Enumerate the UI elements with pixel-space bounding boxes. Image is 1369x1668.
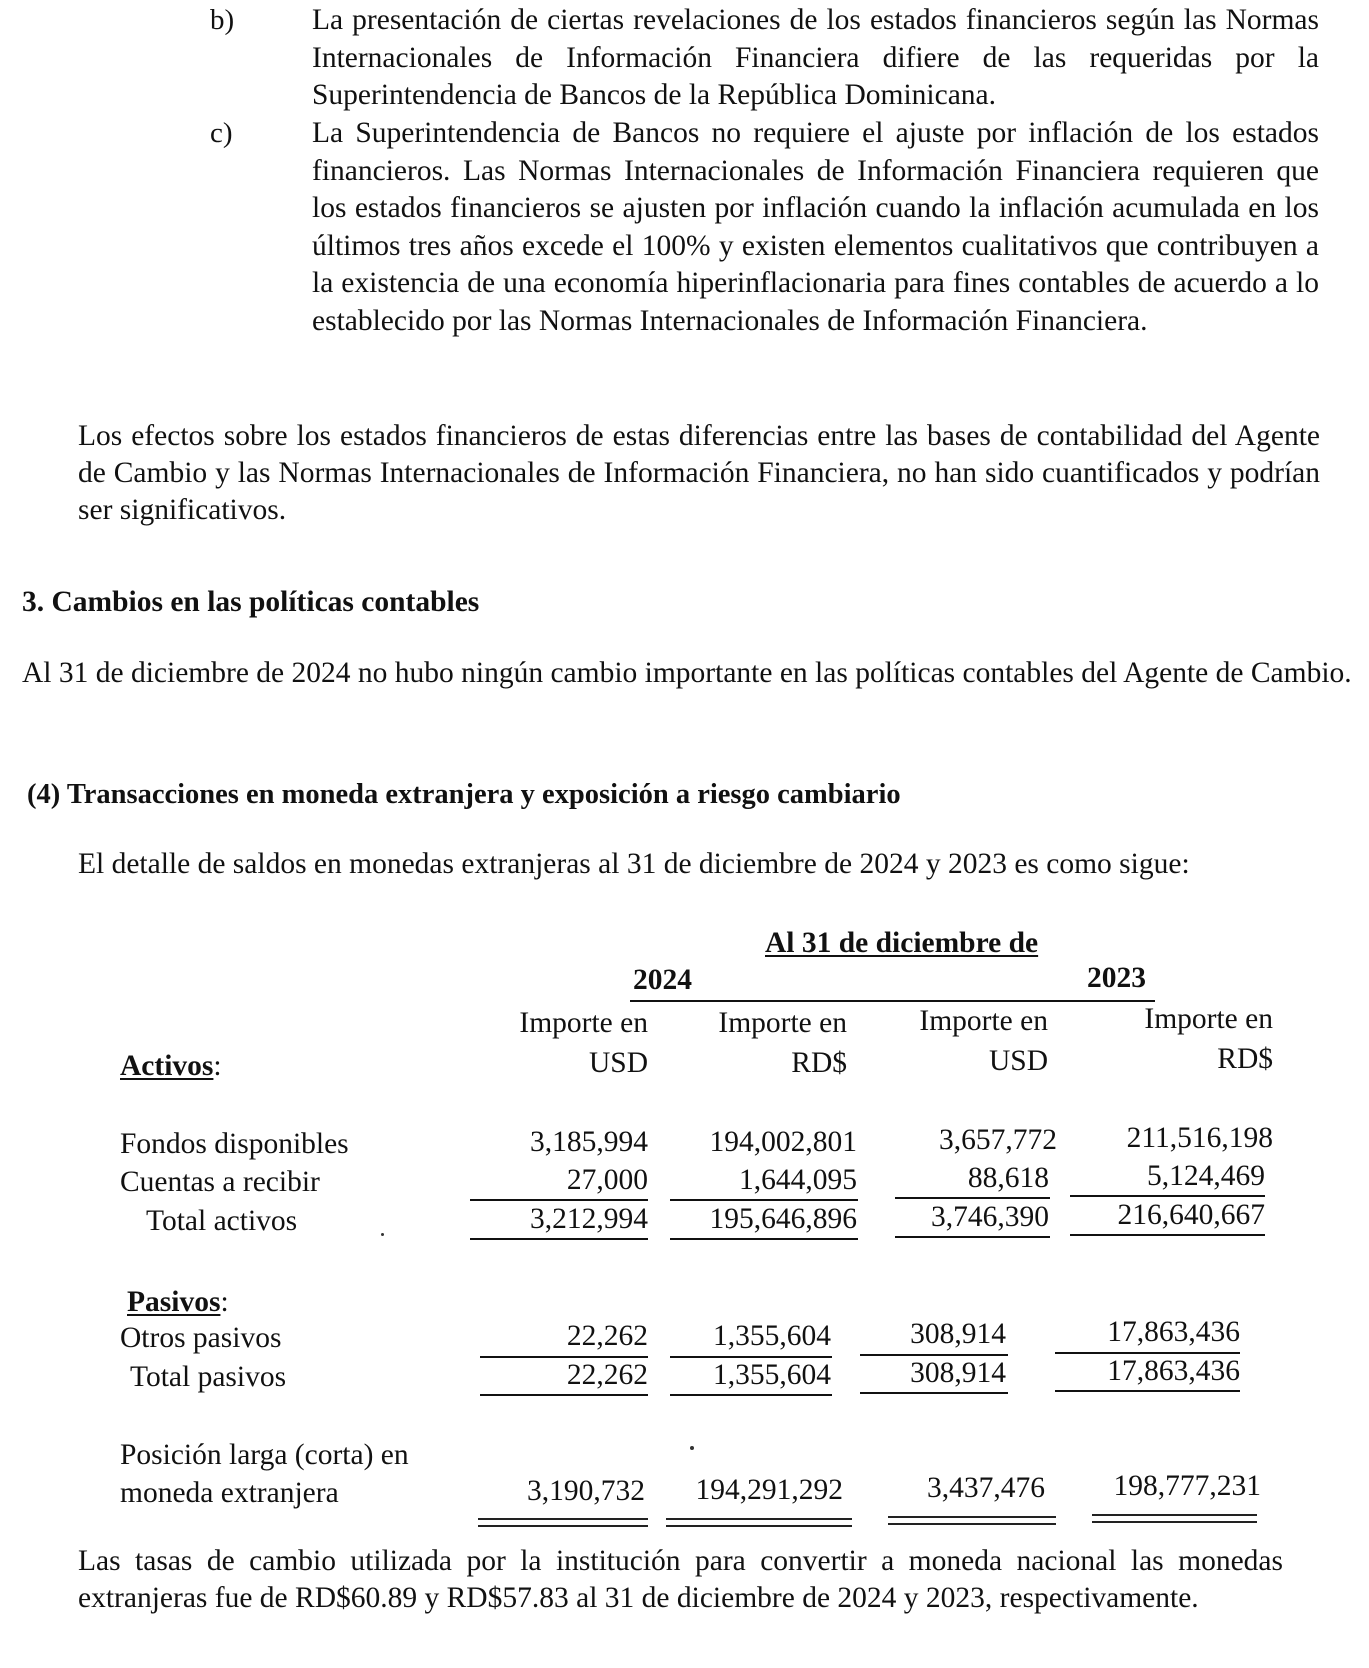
col-header-rd-2023-unit: RD$ xyxy=(1217,1043,1273,1075)
cell-value: 195,646,896 xyxy=(709,1203,857,1235)
position-label-line2: moneda extranjera xyxy=(120,1477,339,1509)
col-header-rd-2024-unit: RD$ xyxy=(791,1047,847,1079)
assets-label: Activos xyxy=(120,1050,214,1082)
group-header: Al 31 de diciembre de xyxy=(765,927,1039,959)
row-label: Otros pasivos xyxy=(120,1322,282,1354)
cell-value: 5,124,469 xyxy=(1147,1160,1265,1192)
double-rule xyxy=(888,1516,1056,1525)
list-text: La Superintendencia de Bancos no requiere el ajuste por inflación de los estados financieros. Las Normas Internacionales de Información Financiera requieren que los estados financieros se ajusten por inflación cuando la inflación acumulada en los últimos tres años excede el 100% y existen elementos cualitativos que contribuyen a la existencia de una economía hiperinflacionaria para fines contables de acuerdo a lo establecido por las Normas Internacionales de Información Financiera. xyxy=(312,117,1319,337)
cell-value: 88,618 xyxy=(967,1162,1049,1194)
cell-value: 216,640,667 xyxy=(1117,1199,1265,1231)
liabilities-label-colon: : xyxy=(220,1286,229,1318)
cell-value: 308,914 xyxy=(910,1357,1006,1389)
col-header-usd-2024: Importe en xyxy=(519,1007,648,1039)
year-2023: 2023 xyxy=(1087,962,1146,994)
section-3-heading: 3. Cambios en las políticas contables xyxy=(22,586,480,618)
double-rule xyxy=(666,1518,852,1527)
total-liabilities-label: Total pasivos xyxy=(130,1361,287,1393)
cell-value: 22,262 xyxy=(566,1320,648,1352)
rule xyxy=(1070,1234,1265,1236)
liabilities-label-wrap xyxy=(127,1284,229,1320)
list-marker: b) xyxy=(210,4,235,36)
cell-value: 1,355,604 xyxy=(713,1320,831,1352)
total-assets-label: Total activos xyxy=(146,1205,298,1237)
col-header-rd-2023: Importe en xyxy=(1144,1003,1273,1035)
rule xyxy=(895,1236,1050,1238)
cell-value: 3,185,994 xyxy=(530,1126,648,1158)
cell-value: 3,657,772 xyxy=(939,1124,1057,1156)
closing-paragraph: Las tasas de cambio utilizada por la institución para convertir a moneda nacional las monedas extranjeras fue de RD$60.89 y RD$57.83 al 31 de diciembre de 2024 y 2023, respectivamente. xyxy=(78,1545,1283,1614)
cell-value: 3,437,476 xyxy=(927,1472,1045,1504)
col-header-usd-2024-unit: USD xyxy=(588,1047,648,1079)
double-rule xyxy=(1092,1514,1257,1523)
cell-value: 17,863,436 xyxy=(1107,1355,1240,1387)
cell-value: 17,863,436 xyxy=(1107,1316,1240,1348)
rule xyxy=(670,1238,858,1240)
cell-value: 3,746,390 xyxy=(931,1201,1049,1233)
cell-value: 211,516,198 xyxy=(1126,1122,1273,1154)
rule xyxy=(1055,1390,1240,1392)
position-label-line1: Posición larga (corta) en xyxy=(120,1439,409,1471)
rule xyxy=(860,1392,1008,1394)
cell-value: 27,000 xyxy=(566,1164,648,1196)
cell-value: 1,644,095 xyxy=(739,1164,857,1196)
cell-value: 3,190,732 xyxy=(527,1475,645,1507)
col-header-rd-2024: Importe en xyxy=(718,1007,847,1039)
row-label: Fondos disponibles xyxy=(120,1128,349,1160)
col-header-usd-2023: Importe en xyxy=(919,1005,1048,1037)
scan-speck xyxy=(381,1233,384,1236)
cell-value: 194,002,801 xyxy=(709,1126,857,1158)
rule xyxy=(470,1238,648,1240)
list-marker: c) xyxy=(210,117,233,149)
rule xyxy=(670,1394,832,1396)
section-3-text: Al 31 de diciembre de 2024 no hubo ningún cambio importante en las políticas contables del Agente de Cambio. xyxy=(22,657,1352,689)
assets-label-wrap xyxy=(120,1048,222,1084)
cell-value: 22,262 xyxy=(566,1359,648,1391)
cell-value: 198,777,231 xyxy=(1113,1470,1261,1502)
rule xyxy=(480,1394,648,1396)
cell-value: 3,212,994 xyxy=(530,1203,648,1235)
row-label: Cuentas a recibir xyxy=(120,1166,320,1198)
list-text: La presentación de ciertas revelaciones de los estados financieros según las Normas Internacionales de Información Financiera difiere de las requeridas por la Superintendencia de Bancos de la República Dominicana. xyxy=(312,4,1319,111)
cell-value: 194,291,292 xyxy=(695,1474,843,1506)
double-rule xyxy=(478,1518,648,1527)
col-header-usd-2023-unit: USD xyxy=(988,1045,1048,1077)
cell-value: 1,355,604 xyxy=(713,1359,831,1391)
section-4-intro: El detalle de saldos en monedas extranjeras al 31 de diciembre de 2024 y 2023 es como sigue: xyxy=(78,848,1190,880)
section-4-heading: (4) Transacciones en moneda extranjera y exposición a riesgo cambiario xyxy=(27,779,901,810)
assets-label-colon: : xyxy=(213,1050,222,1082)
cell-value: 308,914 xyxy=(910,1318,1006,1350)
liabilities-label: Pasivos xyxy=(127,1286,221,1318)
effects-paragraph: Los efectos sobre los estados financieros de estas diferencias entre las bases de contabilidad del Agente de Cambio y las Normas Internacionales de Información Financiera, no han sido cuantificados y podrían ser significativos. xyxy=(78,420,1320,526)
year-2024: 2024 xyxy=(633,964,692,996)
scan-speck xyxy=(690,1446,694,1450)
